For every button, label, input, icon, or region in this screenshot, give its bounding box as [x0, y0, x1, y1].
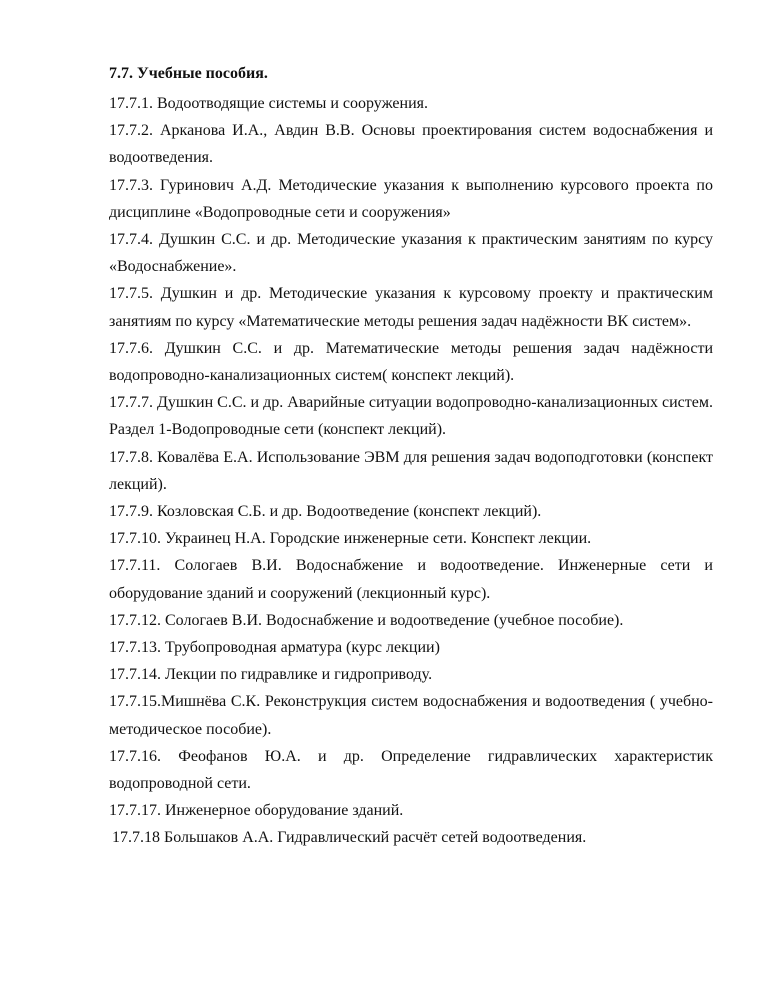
list-item: 17.7.1. Водоотводящие системы и сооружения. [109, 95, 429, 112]
section-heading: 7.7. Учебные пособия. [109, 65, 268, 82]
reference-list [109, 90, 713, 852]
document-page [109, 64, 713, 852]
list-item: 17.7.17. Инженерное оборудование зданий. [109, 802, 404, 820]
list-item: 17.7.13. Трубопроводная арматура (курс лекции) [109, 639, 440, 657]
list-item: 17.7.11. Сологаев В.И. Водоснабжение и водоотведение. Инженерные сети и оборудование зданий и сооружений (лекционный курс). [109, 557, 713, 602]
list-item: 17.7.15.Мишнёва С.К. Реконструкция систем водоснабжения и водоотведения ( учебно-методическое пособие). [109, 693, 713, 738]
list-item: 17.7.3. Гуринович А.Д. Методические указания к выполнению курсового проекта по дисциплине «Водопроводные сети и сооружения» [109, 176, 713, 221]
list-item: 17.7.8. Ковалёва Е.А. Использование ЭВМ для решения задач водоподготовки (конспект лекций). [109, 448, 713, 493]
list-item: 17.7.2. Арканова И.А., Авдин В.В. Основы проектирования систем водоснабжения и водоотведения. [109, 122, 713, 167]
list-item: 17.7.4. Душкин С.С. и др. Методические указания к практическим занятиям по курсу «Водоснабжение». [109, 231, 713, 276]
list-item: 17.7.6. Душкин С.С. и др. Математические методы решения задач надёжности водопроводно-канализационных систем( конспект лекций). [109, 339, 713, 385]
list-item: 17.7.5. Душкин и др. Методические указания к курсовому проекту и практическим занятиям по курсу «Математические методы решения задач надёжности ВК систем». [109, 285, 713, 330]
list-item: 17.7.7. Душкин С.С. и др. Аварийные ситуации водопроводно-канализационных систем. Раздел 1-Водопроводные сети (конспект лекций). [109, 394, 713, 439]
list-item: 17.7.18 Большаков А.А. Гидравлический расчёт сетей водоотведения. [112, 829, 587, 847]
list-item: 17.7.16. Феофанов Ю.А. и др. Определение гидравлических характеристик водопроводной сети. [109, 747, 713, 793]
list-item: 17.7.14. Лекции по гидравлике и гидроприводу. [109, 666, 433, 684]
list-item: 17.7.9. Козловская С.Б. и др. Водоотведение (конспект лекций). [109, 503, 542, 521]
list-item: 17.7.12. Сологаев В.И. Водоснабжение и водоотведение (учебное пособие). [109, 611, 624, 629]
list-item: 17.7.10. Украинец Н.А. Городские инженерные сети. Конспект лекции. [109, 530, 592, 548]
